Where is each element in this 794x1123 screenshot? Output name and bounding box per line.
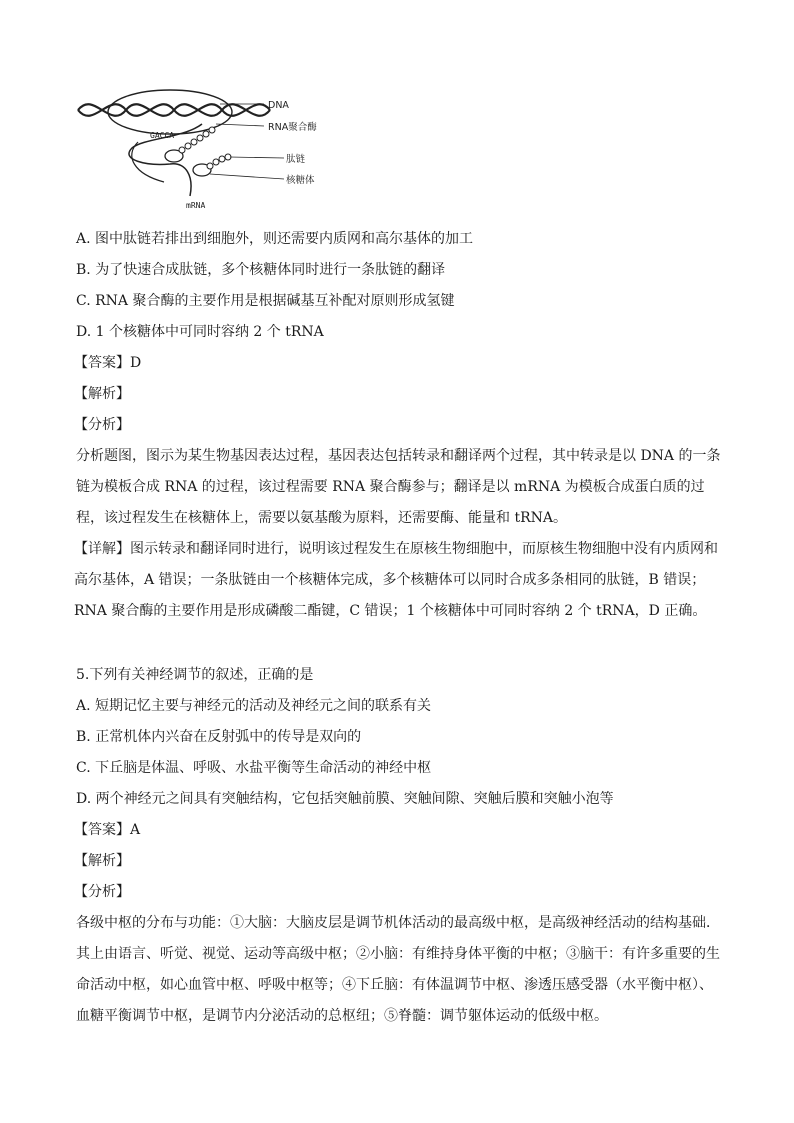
q5-stem: 5.下列有关神经调节的叙述，正确的是 bbox=[76, 667, 314, 683]
q5-option-b: B. 正常机体内兴奋在反射弧中的传导是双向的 bbox=[76, 729, 362, 745]
q5-answer: 【答案】A bbox=[74, 822, 141, 838]
gene-expression-diagram bbox=[74, 86, 344, 212]
q4-option-b: B. 为了快速合成肽链，多个核糖体同时进行一条肽链的翻译 bbox=[76, 262, 446, 278]
q5-analysis-heading: 【解析】 bbox=[74, 853, 130, 869]
rna-polymerase-label: RNA聚合酶 bbox=[268, 122, 317, 133]
q4-analysis-heading: 【解析】 bbox=[74, 386, 130, 402]
diagram-svg bbox=[74, 86, 344, 212]
q4-detail-text: 【详解】图示转录和翻译同时进行，说明该过程发生在原核生物细胞中，而原核生物细胞中没有内质网和高尔基体，A 错误；一条肽链由一个核糖体完成，多个核糖体可以同时合成多条相同的肽链，B 错误；RNA 聚合酶的主要作用是形成磷酸二酯键，C 错误；1 个核糖体中可同时容纳 2 个 tRNA，D 正确。 bbox=[74, 541, 718, 619]
peptide-label: 肽链 bbox=[286, 154, 306, 165]
q4-answer: 【答案】D bbox=[74, 355, 142, 371]
q5-analysis-subheading: 【分析】 bbox=[74, 884, 130, 900]
q4-option-d: D. 1 个核糖体中可同时容纳 2 个 tRNA bbox=[76, 324, 324, 340]
dna-label: DNA bbox=[268, 100, 289, 111]
q4-option-c: C. RNA 聚合酶的主要作用是根据碱基互补配对原则形成氢键 bbox=[76, 293, 455, 309]
sequence-label: GACCA bbox=[150, 131, 175, 140]
q5-option-d: D. 两个神经元之间具有突触结构，它包括突触前膜、突触间隙、突触后膜和突触小泡等 bbox=[76, 791, 614, 807]
q5-analysis-text: 各级中枢的分布与功能：①大脑：大脑皮层是调节机体活动的最高级中枢，是高级神经活动的结构基础．其上由语言、听觉、视觉、运动等高级中枢；②小脑：有维持身体平衡的中枢；③脑干：有许多重要的生命活动中枢，如心血管中枢、呼吸中枢等；④下丘脑：有体温调节中枢、渗透压感受器（水平衡中枢）、血糖平衡调节中枢，是调节内分泌活动的总枢纽；⑤脊髓：调节躯体运动的低级中枢。 bbox=[76, 915, 720, 1024]
q5-option-a: A. 短期记忆主要与神经元的活动及神经元之间的联系有关 bbox=[76, 698, 432, 714]
q4-option-a: A. 图中肽链若排出到细胞外，则还需要内质网和高尔基体的加工 bbox=[76, 231, 474, 247]
q4-analysis-text: 分析题图，图示为某生物基因表达过程，基因表达包括转录和翻译两个过程，其中转录是以 DNA 的一条链为模板合成 RNA 的过程，该过程需要 RNA 聚合酶参与；翻译是以 mRNA 为模板合成蛋白质的过程，该过程发生在核糖体上，需要以氨基酸为原料，还需要酶、能量和 tRNA。 bbox=[76, 448, 721, 526]
dna-strand-2 bbox=[78, 104, 270, 116]
q5-option-c: C. 下丘脑是体温、呼吸、水盐平衡等生命活动的神经中枢 bbox=[76, 760, 432, 776]
mrna-label: mRNA bbox=[186, 201, 206, 210]
q4-analysis-subheading: 【分析】 bbox=[74, 417, 130, 433]
ribosome-label: 核糖体 bbox=[286, 175, 315, 186]
